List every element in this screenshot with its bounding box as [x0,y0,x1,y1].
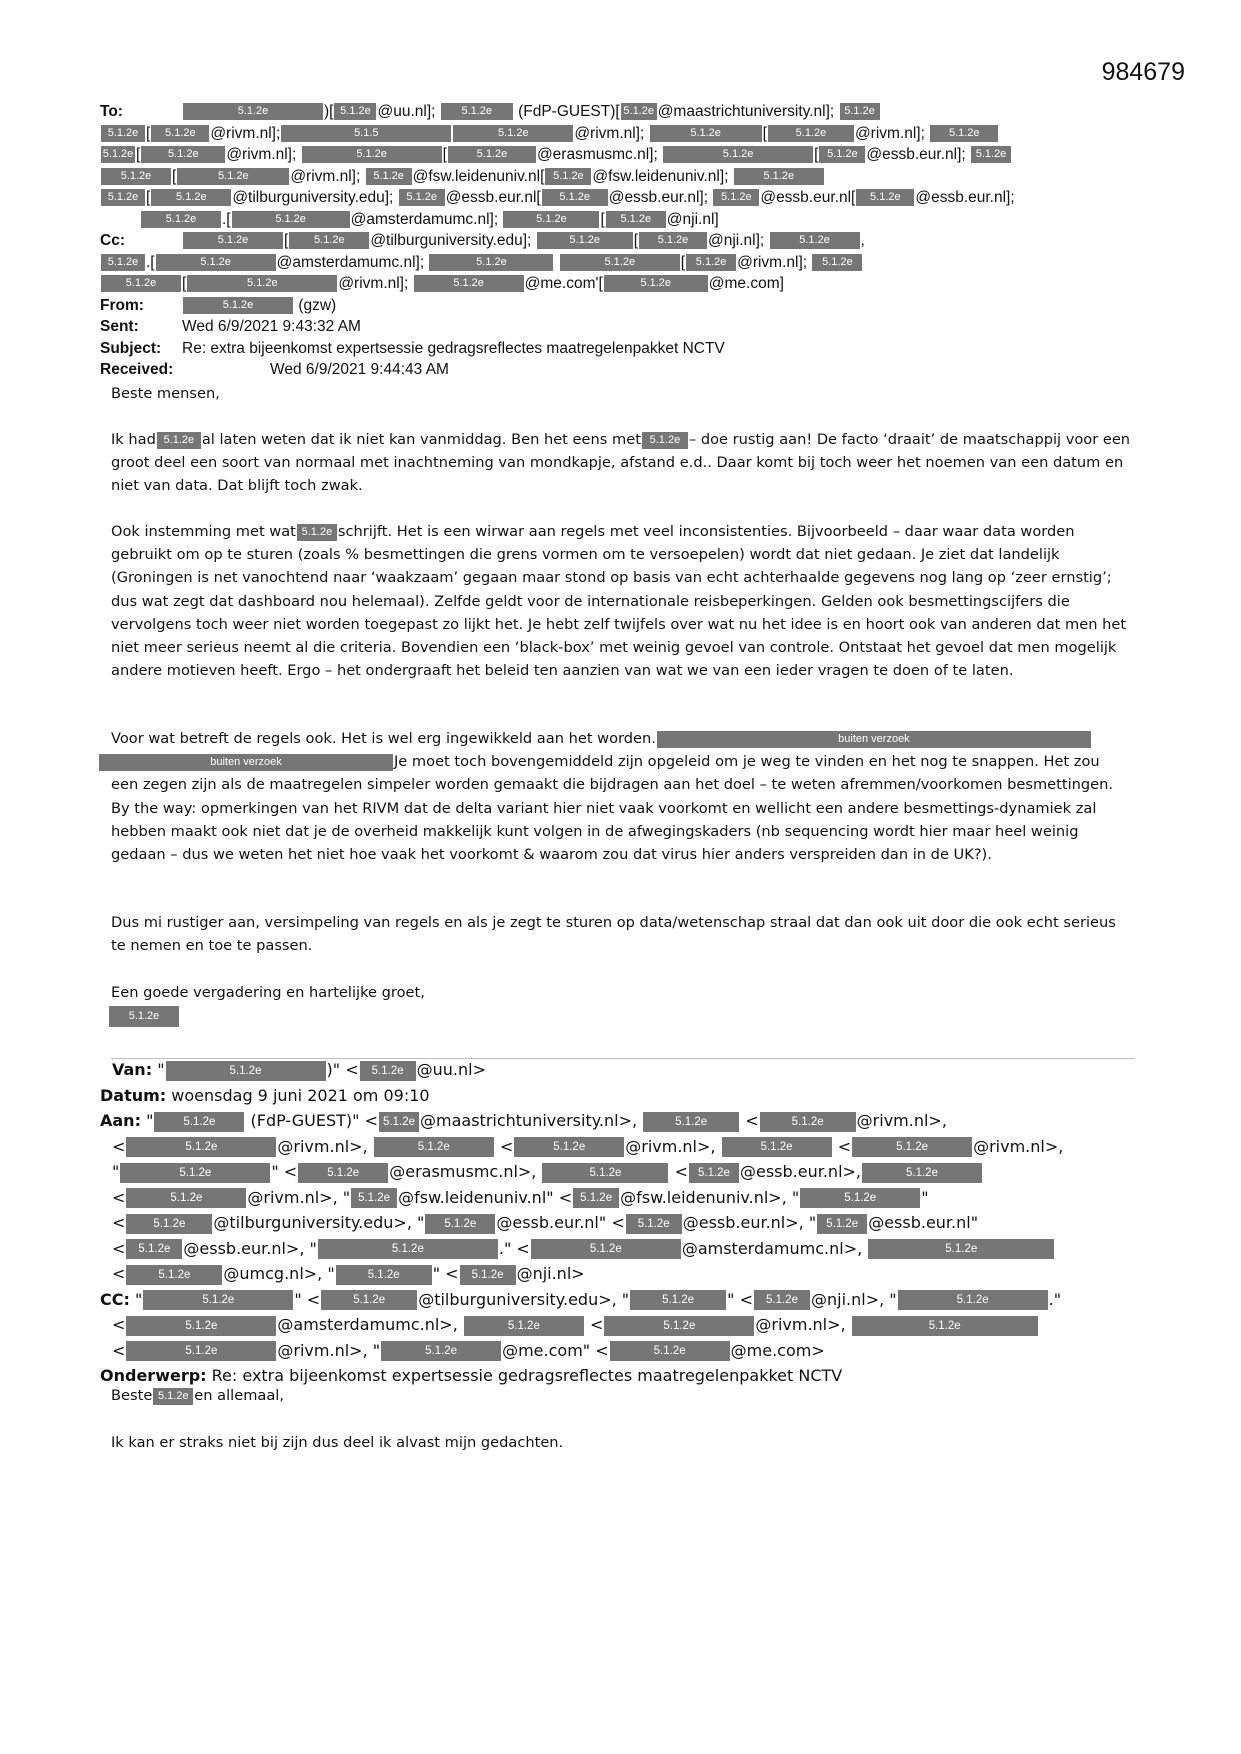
addr-text: @amsterdamumc.nl>, [277,1315,458,1334]
last-line: Ik kan er straks niet bij zijn dus deel ik alvast mijn gedachten. [111,1434,564,1451]
redaction: 5.1.2e [154,1112,244,1132]
addr-text: [ [284,232,289,249]
aan-line-1 [100,1108,1140,1134]
from-suffix: (gzw) [298,296,337,314]
redaction: 5.1.2e [542,1163,668,1183]
addr-text: @rivm.nl]; [574,124,645,142]
redaction: 5.1.2e [610,1341,730,1361]
page-id: 984679 [1101,58,1185,86]
redaction: 5.1.2e [126,1239,182,1259]
addr-text: @rivm.nl]; [210,124,281,142]
redaction: 5.1.2e [297,524,337,541]
greeting: Beste mensen, [111,385,220,402]
addr-text: @essb.eur.nl>, " [183,1238,317,1258]
redaction: 5.1.2e [770,232,860,249]
redaction: 5.1.2e [606,211,666,228]
redaction: 5.1.2e [151,125,209,142]
cc-line-3 [100,273,1140,295]
beste-line [111,1384,284,1407]
redaction: 5.1.2e [151,189,231,206]
redaction: 5.1.2e [800,1188,920,1208]
redaction: 5.1.2e [734,168,824,185]
redaction: 5.1.2e [537,232,633,249]
redaction: 5.1.2e [143,1290,293,1310]
addr-text: @me.com] [708,275,784,292]
addr-text: @essb.eur.nl[ [445,189,541,206]
text: en allemaal, [194,1387,284,1404]
redaction: 5.1.2e [852,1137,972,1157]
addr-text: )[ [324,103,334,120]
redaction: 5.1.2e [898,1290,1048,1310]
addr-text: @nji.nl>, " [811,1289,897,1309]
redaction: 5.1.2e [713,189,759,206]
email-body [111,382,1131,405]
redaction: 5.1.2e [120,1163,270,1183]
closing [111,981,1131,1027]
addr-text: .[ [146,253,155,271]
redaction: 5.1.2e [318,1239,498,1259]
to-line-1 [100,101,1140,123]
cc-line-2 [100,252,1140,274]
addr-text: @rivm.nl>, [856,1111,947,1130]
aan-line-3 [100,1159,1140,1185]
to-line-6 [100,209,1140,231]
to-line-4 [100,166,1140,188]
addr-text: < [674,1162,688,1181]
text: – doe rustig aan! De facto ‘draait’ de maatschappij voor een groot deel een soort van normaal met inachtneming van mondkapje, afstand e.d.. Daar komt bij toch weer het noemen van een datum en niet van data. Dat blijft toch zwak. [111,431,1131,495]
addr-text: " [157,1060,165,1079]
redaction: 5.1.2e [514,1137,624,1157]
from-line [100,295,1140,317]
aan-line-5 [100,1210,1140,1236]
text: Voor wat betreft de regels ook. Het is wel erg ingewikkeld aan het worden. [111,730,656,747]
redaction: 5.1.2e [374,1137,494,1157]
addr-text: @tilburguniversity.edu>, " [418,1289,630,1309]
redaction: 5.1.2e [817,1214,867,1234]
addr-text: " < [727,1289,753,1309]
redaction: 5.1.2e [812,254,862,271]
redaction: 5.1.2e [464,1316,584,1336]
redaction: 5.1.2e [360,1061,416,1081]
addr-text: @essb.eur.nl]; [608,189,709,206]
addr-text: @erasmusmc.nl]; [536,146,658,163]
sent-line [100,316,1140,338]
addr-text: < [112,1340,126,1360]
addr-text: @me.com" < [502,1340,609,1360]
aan-line-7 [100,1261,1140,1287]
redaction: 5.1.2e [366,168,412,185]
aan-label: Aan: [100,1111,141,1130]
redaction: 5.1.2e [663,146,813,163]
redaction: 5.1.2e [621,103,657,120]
onderwerp-value: Re: extra bijeenkomst expertsessie gedragsreflectes maatregelenpakket NCTV [211,1366,843,1385]
redaction: 5.1.2e [183,297,293,314]
redaction: 5.1.2e [930,125,998,142]
text: Beste [111,1387,153,1404]
redaction-buiten: buiten verzoek [657,731,1091,748]
redaction: 5.1.2e [336,1265,432,1285]
addr-text: @rivm.nl]; [338,275,409,292]
redaction: 5.1.2e [101,275,181,292]
redaction: 5.1.2e [868,1239,1054,1259]
redaction: 5.1.2e [856,189,914,206]
addr-text: [ [600,210,605,228]
addr-text: @essb.eur.nl" [868,1213,979,1232]
addr-text: @maastrichtuniversity.nl>, [420,1111,638,1130]
addr-text: @rivm.nl>, [625,1136,716,1156]
addr-text: [ [182,275,187,292]
addr-text: @me.com'[ [524,275,603,292]
redaction: 5.1.2e [187,275,337,292]
redaction: 5.1.2e [141,146,225,163]
redaction: 5.1.2e [425,1214,495,1234]
redaction: 5.1.2e [650,125,762,142]
addr-text: .[ [222,210,231,228]
subject-label: Subject: [100,339,162,357]
aan-line-6 [100,1236,1140,1262]
addr-text: @amsterdamumc.nl>, [681,1238,863,1258]
redaction: 5.1.2e [503,211,599,228]
redaction: 5.1.2e [289,232,369,249]
addr-text: @umcg.nl>, " [223,1264,335,1283]
redaction: 5.1.2e [531,1239,681,1259]
text: al laten weten dat ik niet kan vanmiddag. Ben het eens met [201,431,641,448]
redaction: 5.1.2e [126,1265,222,1285]
addr-text: [ [814,146,819,163]
addr-text: @tilburguniversity.edu]; [370,232,532,249]
addr-text: " < [432,1264,459,1283]
redaction: 5.1.2e [545,168,591,185]
redaction: 5.1.2e [429,254,553,271]
onderwerp-label: Onderwerp: [100,1366,207,1385]
redaction: 5.1.2e [302,146,442,163]
to-line-5 [100,187,1140,209]
datum-value: woensdag 9 juni 2021 om 09:10 [171,1085,430,1105]
redaction-buiten: buiten verzoek [99,754,393,771]
redaction: 5.1.2e [441,103,513,120]
redaction: 5.1.2e [126,1214,212,1234]
paragraph-3 [111,727,1131,866]
redaction: 5.1.2e [840,103,880,120]
redaction: 5.1.2e [141,211,221,228]
redaction: 5.1.2e [642,432,688,449]
redaction: 5.1.2e [232,211,350,228]
addr-text: @maastrichtuniversity.nl]; [657,103,835,120]
addr-text: @rivm.nl>, " [247,1187,351,1207]
redaction: 5.1.2e [754,1290,810,1310]
addr-text: @nji.nl> [516,1264,585,1283]
text: Je moet toch bovengemiddeld zijn opgeleid om je weg te vinden en het nog te snappen. Het zou een zegen zijn als de maatregelen simpeler worden gemaakt die bijdragen aan het doel – te weten afremmen/voorkomen besmettingen. By the way: opmerkingen van het RIVM dat de delta variant hier niet vaak voorkomt en wellicht een andere besmettings-dynamiek zal hebben maakt ook niet dat je de overheid makkelijk kunt volgen in de afwegingskaders (nb sequencing wordt hier maar heel weinig gedaan – dus we weten het niet hoe vaak het voorkomt & waarom zou dat virus hier anders verspreiden dan in de UK?). [111,753,1114,864]
received-label: Received: [100,361,174,378]
datum-line [100,1083,1140,1109]
redaction: 5.1.2e [101,168,171,185]
redaction: 5.1.2e [157,432,201,449]
redaction: 5.1.2e [573,1188,619,1208]
redaction: 5.1.2e [639,232,707,249]
redaction: 5.1.2e [156,254,276,271]
addr-text: " [146,1111,154,1130]
addr-text: )" < [326,1060,359,1079]
redaction: 5.1.2e [686,254,736,271]
text: Dus mi rustiger aan, versimpeling van regels en als je zegt te sturen op data/wetenschap straal dat dan ook uit door die ook echt serieus te nemen en toe te passen. [111,914,1116,955]
addr-text: [ [442,146,447,163]
paragraph-4 [111,911,1131,957]
aan-line-2 [100,1134,1140,1160]
redaction: 5.1.2e [126,1316,276,1336]
redaction: 5.1.2e [399,189,445,206]
addr-text: ." < [498,1238,530,1258]
email-header [100,101,1140,381]
cc-line-1 [100,230,1140,252]
addr-text: " [112,1162,120,1181]
redaction: 5.1.2e [643,1112,739,1132]
redaction: 5.1.2e [126,1137,276,1157]
forwarded-header [100,1057,1140,1389]
text: Een goede vergadering en hartelijke groet, [111,984,425,1001]
fwd-cc-line-1 [100,1287,1140,1313]
redaction: 5.1.2e [101,146,135,163]
aan-line-4 [100,1185,1140,1211]
redaction: 5.1.2e [626,1214,682,1234]
addr-text: (FdP-GUEST)" < [250,1111,379,1130]
addr-text: @fsw.leidenuniv.nl" < [398,1187,573,1207]
addr-text: @amsterdamumc.nl]; [276,253,425,271]
redaction: 5.1.2e [862,1163,982,1183]
redaction: 5.1.2e [604,1316,754,1336]
from-label: From: [100,296,144,314]
sent-label: Sent: [100,318,139,335]
addr-text: @tilburguniversity.edu]; [232,189,394,206]
received-value: Wed 6/9/2021 9:44:43 AM [270,361,449,378]
addr-text: @essb.eur.nl>, [739,1162,861,1181]
addr-text: @essb.eur.nl" < [496,1213,625,1232]
redaction: 5.1.2e [768,125,854,142]
addr-text: @uu.nl]; [377,103,436,120]
redaction: 5.1.2e [126,1341,276,1361]
van-label: Van: [112,1060,153,1079]
redaction: 5.1.2e [760,1112,856,1132]
addr-text: @rivm.nl>, " [277,1340,381,1360]
addr-text: @essb.eur.nl]; [915,189,1015,206]
addr-text: @essb.eur.nl>, " [682,1213,817,1232]
redaction: 5.1.2e [298,1163,388,1183]
van-line [100,1057,1140,1083]
redaction: 5.1.2e [183,232,283,249]
redaction: 5.1.2e [351,1188,397,1208]
addr-text: ." [1048,1289,1062,1309]
addr-text: " < [294,1289,321,1309]
to-line-3 [100,144,1140,166]
fwd-cc-label: CC: [100,1289,130,1309]
redaction: 5.1.2e [604,275,708,292]
addr-text: @fsw.leidenuniv.nl>, " [620,1187,800,1207]
redaction: 5.1.2e [101,189,145,206]
cc-label: Cc: [100,232,125,249]
redaction: 5.1.2e [722,1137,832,1157]
addr-text: @rivm.nl>, [973,1136,1064,1156]
addr-text: @rivm.nl]; [854,124,925,142]
addr-text: [ [136,146,141,163]
addr-text: < [112,1315,126,1334]
addr-text: @erasmusmc.nl>, [389,1162,537,1181]
text: Ook instemming met wat [111,523,296,540]
text: Ik had [111,431,156,448]
redaction: 5.1.2e [453,125,573,142]
addr-text: < [112,1136,126,1156]
addr-text: @essb.eur.nl]; [866,146,966,163]
sent-value: Wed 6/9/2021 9:43:32 AM [182,318,361,335]
addr-text: @amsterdamumc.nl]; [350,210,499,228]
redaction: 5.1.2e [971,146,1011,163]
fwd-cc-line-2 [100,1312,1140,1338]
paragraph-2 [111,520,1131,682]
received-line [100,359,1140,381]
redaction: 5.1.2e [379,1112,419,1132]
addr-text: @uu.nl> [416,1060,486,1079]
addr-text: @rivm.nl]; [290,167,361,185]
addr-text: (FdP-GUEST)[ [518,103,620,120]
redaction: 5.1.2e [166,1061,326,1081]
redaction: 5.1.2e [101,254,145,271]
addr-text: < [499,1136,514,1156]
addr-text: < [589,1315,604,1334]
addr-text: @rivm.nl>, [277,1136,368,1156]
redaction: 5.1.2e [126,1188,246,1208]
redaction: 5.1.2e [177,168,289,185]
addr-text: @rivm.nl>, [755,1315,846,1334]
redaction: 5.1.2e [153,1388,193,1405]
addr-text: @tilburguniversity.edu>, " [213,1213,425,1232]
redaction: 5.1.2e [630,1290,726,1310]
redaction: 5.1.2e [560,254,680,271]
redaction: 5.1.2e [448,146,536,163]
paragraph-1 [111,428,1131,498]
redaction: 5.1.2e [381,1341,501,1361]
addr-text: @fsw.leidenuniv.nl[ [412,167,545,185]
to-label: To: [100,103,123,120]
addr-text: " [921,1187,929,1207]
fwd-cc-line-3 [100,1338,1140,1364]
subject-value: Re: extra bijeenkomst expertsessie gedragsreflectes maatregelenpakket NCTV [182,339,725,357]
redaction: 5.1.2e [183,103,323,120]
addr-text: < [112,1238,126,1258]
redaction: 5.1.2e [321,1290,417,1310]
addr-text: < [112,1264,126,1283]
addr-text: [ [680,253,686,271]
addr-text: [ [146,189,151,206]
addr-text: < [745,1111,759,1130]
redaction: 5.1.2e [414,275,524,292]
addr-text: @nji.nl] [666,210,719,228]
signature-redaction: 5.1.2e [109,1006,179,1027]
redaction: 5.1.2e [689,1163,739,1183]
addr-text: @fsw.leidenuniv.nl]; [592,167,729,185]
addr-text: @rivm.nl]; [226,146,297,163]
addr-text: [ [762,124,767,142]
text: schrijft. Het is een wirwar aan regels met veel inconsistenties. Bijvoorbeeld – daar waar data worden gebruikt om op te sturen (zoals % besmettingen die grens vormen om te versoepelen) wordt dat niet gedaan. Je ziet dat landelijk (Groningen is net vanochtend naar ‘waakzaam’ gegaan maar stond op basis van echt achterhaalde gegevens nog lang op ‘zeer ernstig’; dus wat zegt dat dashboard nou helemaal). Zelfde geldt voor de internationale reisbeperkingen. Gelden ook besmettingscijfers die vervolgens toch weer niet worden toegepast zo lijkt het. Je hebt zelf twijfels over wat nu het idee is en hoort ook van anderen dat men het niet meer serieus neemt al die criteria. Bovendien een ‘black-box’ met weinig gevoel van controle. Ontstaat het gevoel dat men mogelijk andere motieven heeft. Ergo – het ondergraaft het beleid ten aanzien van wat we van een ieder vragen te doen of te laten. [111,523,1127,680]
addr-text: [ [172,167,177,185]
to-line-2 [100,123,1140,145]
redaction: 5.1.5 [281,125,451,142]
addr-text: " < [271,1162,298,1181]
redaction: 5.1.2e [334,103,376,120]
addr-text: @rivm.nl]; [737,253,808,271]
addr-text: [ [146,124,151,142]
redaction: 5.1.2e [819,146,865,163]
addr-text: < [837,1136,852,1156]
addr-text: < [112,1187,126,1207]
addr-text: @essb.eur.nl[ [760,189,856,206]
redaction: 5.1.2e [460,1265,516,1285]
subject-line [100,338,1140,360]
addr-text: @me.com> [730,1340,825,1360]
addr-text: @nji.nl]; [708,232,765,249]
addr-text: [ [633,232,638,249]
addr-text: , [860,232,865,249]
datum-label: Datum: [100,1085,167,1105]
addr-text: " [134,1289,143,1309]
addr-text: < [112,1213,126,1232]
redaction: 5.1.2e [101,125,145,142]
redaction: 5.1.2e [542,189,608,206]
redaction: 5.1.2e [852,1316,1038,1336]
